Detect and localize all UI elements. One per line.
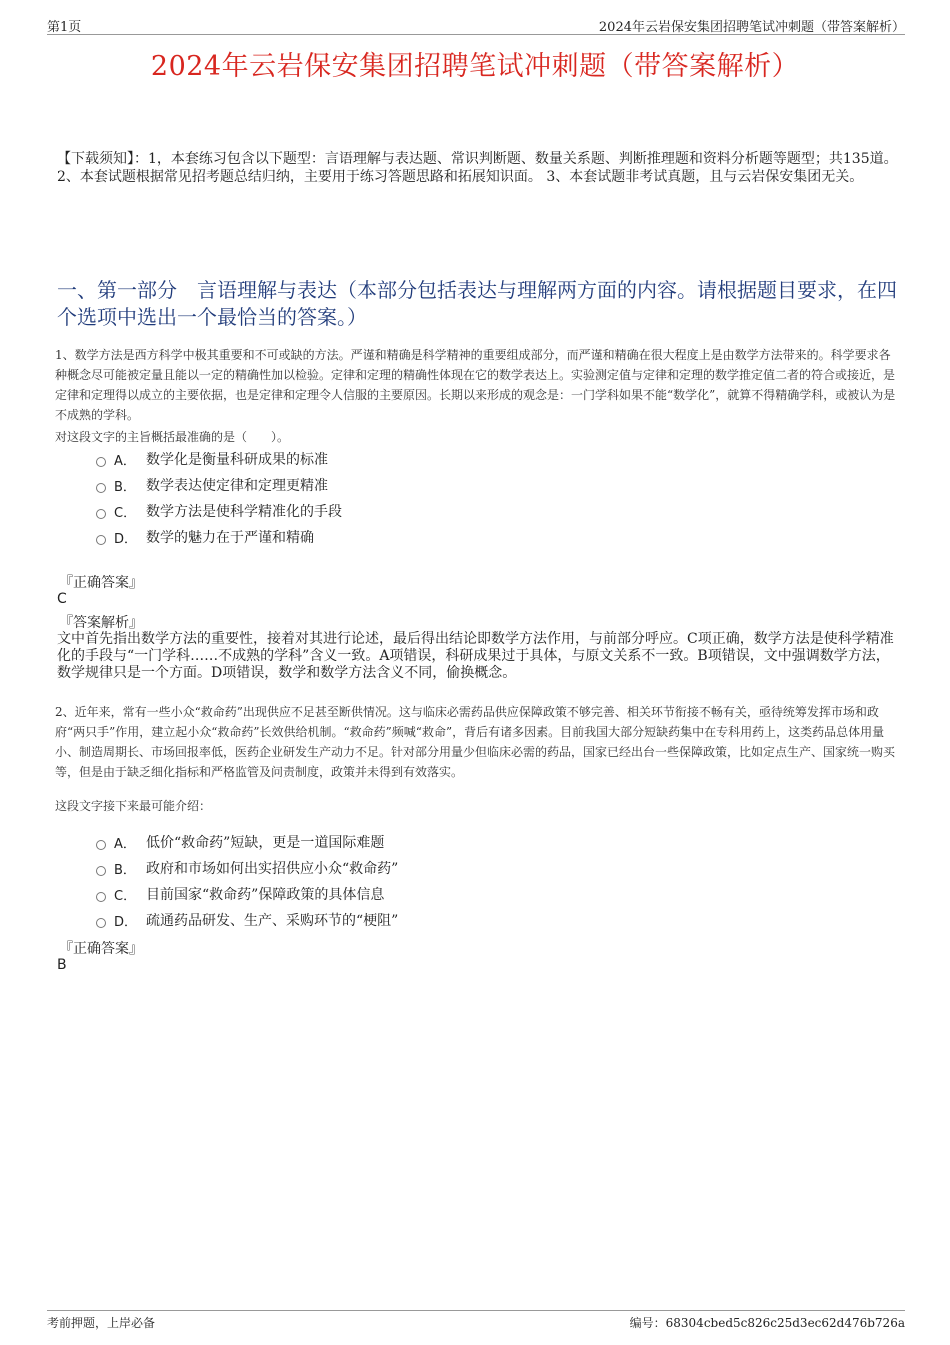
q2-text: 2、近年来，常有一些小众“救命药”出现供应不足甚至断供情况。这与临床必需药品供应保障政策不够完善、相关环节衔接不畅有关，亟待统筹发挥市场和政府“两只手”作用，建立起小众“救命药”长效供给机制。“救命药”频喊“救命”，背后有诸多因素。目前我国大部分短缺药集中在专科用药上，这类药品总体用量小、制造周期长、市场回报率低，医药企业研发生产动力不足。针对部分用量少但临床必需的药品，国家已经出台一些保障政策，比如定点生产、国家统一购买等，但是由于缺乏细化指标和严格监管及问责制度，政策并未得到有效落实。	[55, 705, 896, 779]
q1-option-b[interactable]: B． 数学表达使定律和定理更精准	[96, 472, 342, 498]
radio-icon[interactable]	[96, 892, 106, 902]
q1-option-a[interactable]: A． 数学化是衡量科研成果的标准	[96, 446, 342, 472]
q1-analysis: 文中首先指出数学方法的重要性，接着对其进行论述，最后得出结论即数学方法作用，与前部分呼应。C项正确，数学方法是使科学精准化的手段与“一门学科……不成熟的学科”含义一致。A项错误，科研成果过于具体，与原文关系不一致。B项错误，文中强调数学方法，数学规律只是一个方面。D项错误，数学和数学方法含义不同，偷换概念。	[57, 631, 894, 681]
q2-option-a[interactable]: A． 低价“救命药”短缺，更是一道国际难题	[96, 829, 398, 855]
radio-icon[interactable]	[96, 457, 106, 467]
q1-answer-label: 『正确答案』	[59, 575, 143, 591]
footer-doc-id: 编号：68304cbed5c826c25d3ec62d476b726a	[629, 1316, 905, 1330]
page-footer	[47, 1310, 905, 1330]
radio-icon[interactable]	[96, 509, 106, 519]
radio-icon[interactable]	[96, 535, 106, 545]
radio-icon[interactable]	[96, 866, 106, 876]
q2-option-d[interactable]: D． 疏通药品研发、生产、采购环节的“梗阻”	[96, 907, 398, 933]
q2-answer: B	[57, 957, 67, 973]
radio-icon[interactable]	[96, 918, 106, 928]
q2-answer-label: 『正确答案』	[59, 941, 143, 957]
page-title: 2024年云岩保安集团招聘笔试冲刺题（带答案解析）	[150, 51, 800, 82]
q1-option-d[interactable]: D． 数学的魅力在于严谨和精确	[96, 524, 342, 550]
download-notice: 【下载须知】：1，本套练习包含以下题型：言语理解与表达题、常识判断题、数量关系题、判断推理题和资料分析题等题型；共135道。 2、本套试题根据常见招考题总结归纳，主要用于练习答题思路和拓展知识面。 3、本套试题非考试真题，且与云岩保安集团无关。	[57, 151, 898, 185]
section-title: 一、第一部分 言语理解与表达（本部分包括表达与理解两方面的内容。请根据题目要求，在四个选项中选出一个最恰当的答案。）	[57, 278, 897, 329]
radio-icon[interactable]	[96, 840, 106, 850]
radio-icon[interactable]	[96, 483, 106, 493]
q2-question: 这段文字接下来最可能介绍：	[55, 799, 212, 813]
q1-question: 对这段文字的主旨概括最准确的是（ ）。	[55, 430, 290, 444]
q1-option-c[interactable]: C． 数学方法是使科学精准化的手段	[96, 498, 342, 524]
q1-text: 1、数学方法是西方科学中极其重要和不可或缺的方法。严谨和精确是科学精神的重要组成部分，而严谨和精确在很大程度上是由数学方法带来的。科学要求各种概念尽可能被定量且能以一定的精确性加以检验。定律和定理的精确性体现在它的数学表达上。实验测定值与定律和定理的数学推定值二者的符合或接近，是定律和定理得以成立的主要依据，也是定律和定理令人信服的主要原因。长期以来形成的观念是：一门学科如果不能“数学化”，就算不得精确学科，或被认为是不成熟的学科。	[55, 348, 896, 422]
q1-analysis-label: 『答案解析』	[59, 615, 143, 631]
footer-slogan: 考前押题，上岸必备	[47, 1316, 156, 1330]
q2-option-c[interactable]: C． 目前国家“救命药”保障政策的具体信息	[96, 881, 398, 907]
q2-option-b[interactable]: B． 政府和市场如何出实招供应小众“救命药”	[96, 855, 398, 881]
page-number: 第1页	[47, 20, 82, 35]
q1-options	[96, 446, 342, 550]
page-header	[47, 14, 905, 35]
q2-options	[96, 829, 398, 933]
header-doc-title: 2024年云岩保安集团招聘笔试冲刺题（带答案解析）	[598, 20, 905, 35]
q1-answer: C	[57, 591, 67, 607]
